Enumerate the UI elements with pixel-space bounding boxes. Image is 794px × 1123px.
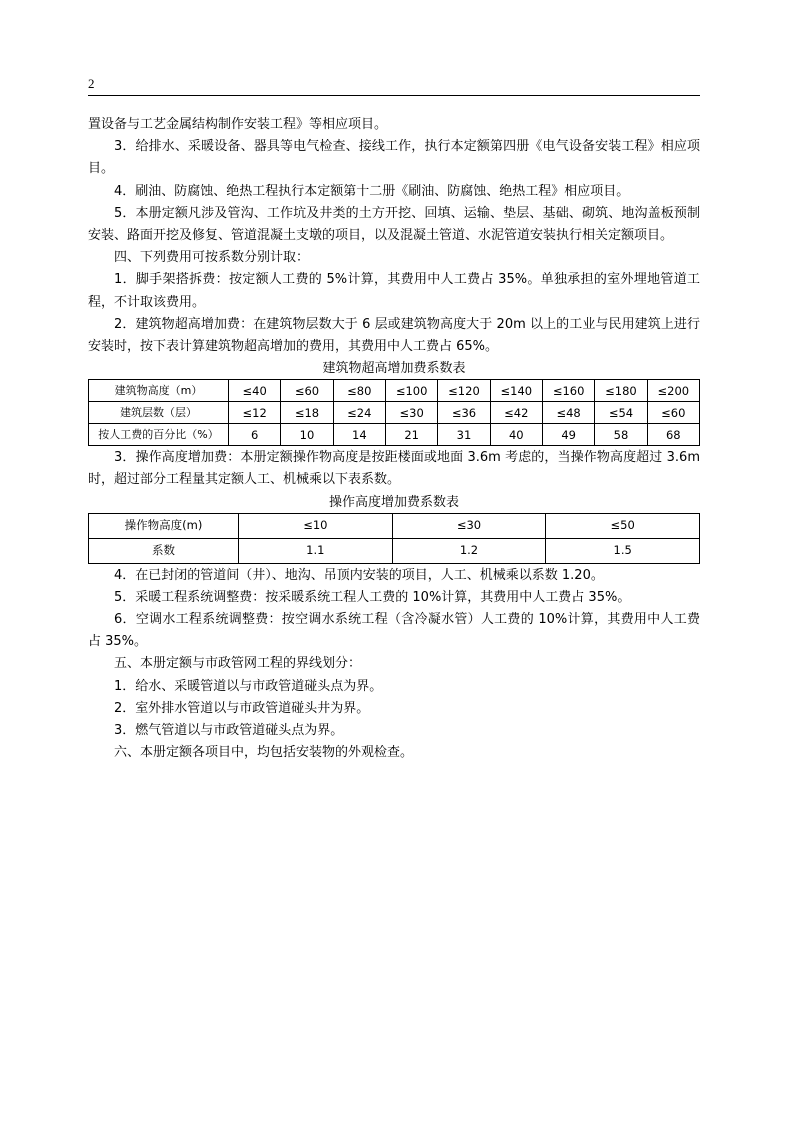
- table-cell: ≤40: [229, 380, 281, 402]
- page-number: 2: [88, 76, 95, 91]
- table-cell: ≤80: [333, 380, 385, 402]
- table-cell: ≤50: [546, 513, 700, 538]
- paragraph-boundary-gas: 3．燃气管道以与市政管道碰头点为界。: [114, 723, 344, 739]
- header-rule: [88, 95, 700, 96]
- operating-height-coefficient-table: [88, 513, 700, 564]
- section-heading-5: 五、本册定额与市政管网工程的界线划分：: [114, 656, 362, 672]
- table-cell: ≤60: [281, 380, 333, 402]
- paragraph-sealed-space: 4．在已封闭的管道间（井）、地沟、吊顶内安装的项目，人工、机械乘以系数 1.20。: [114, 567, 604, 583]
- table-cell: 49: [542, 424, 594, 446]
- section-heading-6: 六、本册定额各项目中，均包括安装物的外观检查。: [114, 745, 414, 761]
- paragraph-high-rise-fee: 2．建筑物超高增加费：在建筑物层数大于 6 层或建筑物高度大于 20m 以上的工业与民用建筑上进行安装时，按下表计算建筑物超高增加的费用，其费用中人工费占 65%。: [88, 316, 700, 355]
- table-cell: 6: [229, 424, 281, 446]
- table-cell: ≤18: [281, 402, 333, 424]
- table-cell: ≤12: [229, 402, 281, 424]
- table-cell: 68: [647, 424, 699, 446]
- table1-caption: 建筑物超高增加费系数表: [322, 361, 466, 377]
- row-label: 建筑层数（层）: [89, 402, 229, 424]
- paragraph-boundary-water: 1．给水、采暖管道以与市政管道碰头点为界。: [114, 678, 383, 694]
- table-cell: ≤30: [385, 402, 437, 424]
- row-label: 系数: [89, 538, 239, 563]
- table-cell: ≤160: [542, 380, 594, 402]
- paragraph-continuation: 置设备与工艺金属结构制作安装工程》等相应项目。: [88, 117, 388, 132]
- table-cell: ≤54: [595, 402, 647, 424]
- table-cell: ≤48: [542, 402, 594, 424]
- paragraph-item-3: 3．给排水、采暖设备、器具等电气检查、接线工作，执行本定额第四册《电气设备安装工程》相应项目。: [88, 139, 700, 177]
- table-cell: ≤24: [333, 402, 385, 424]
- high-rise-coefficient-table: [88, 379, 700, 446]
- row-label: 建筑物高度（m）: [89, 380, 229, 402]
- table-cell: 21: [385, 424, 437, 446]
- row-label: 操作物高度(m): [89, 513, 239, 538]
- table-cell: 31: [438, 424, 490, 446]
- table-cell: 1.2: [392, 538, 546, 563]
- table-cell: 58: [595, 424, 647, 446]
- table-row: [89, 380, 700, 402]
- paragraph-aircon-adjustment: 6．空调水工程系统调整费：按空调水系统工程（含冷凝水管）人工费的 10%计算，其费用中人工费占 35%。: [88, 612, 700, 650]
- table-cell: 14: [333, 424, 385, 446]
- table-cell: 10: [281, 424, 333, 446]
- table-cell: ≤200: [647, 380, 699, 402]
- table-row: [89, 424, 700, 446]
- table-row: [89, 513, 700, 538]
- table2-caption: 操作高度增加费系数表: [328, 494, 459, 510]
- table-cell: 40: [490, 424, 542, 446]
- row-label: 按人工费的百分比（%）: [89, 424, 229, 446]
- table-cell: ≤120: [438, 380, 490, 402]
- table-row: [89, 402, 700, 424]
- table-cell: 1.1: [239, 538, 393, 563]
- table-row: [89, 538, 700, 563]
- paragraph-heating-adjustment: 5．采暖工程系统调整费：按采暖系统工程人工费的 10%计算，其费用中人工费占 35%。: [114, 589, 631, 605]
- paragraph-boundary-drainage: 2．室外排水管道以与市政管道碰头井为界。: [114, 700, 370, 716]
- table-cell: ≤36: [438, 402, 490, 424]
- paragraph-operating-height-fee: 3．操作高度增加费：本册定额操作物高度是按距楼面或地面 3.6m 考虑的，当操作物高度超过 3.6m 时，超过部分工程量其定额人工、机械乘以下表系数。: [88, 450, 700, 488]
- paragraph-item-5: 5．本册定额凡涉及管沟、工作坑及井类的土方开挖、回填、运输、垫层、基础、砌筑、地沟盖板预制安装、路面开挖及修复、管道混凝土支墩的项目，以及混凝土管道、水泥管道安装执行相关定额项目。: [88, 205, 700, 244]
- table-cell: ≤42: [490, 402, 542, 424]
- table-cell: ≤180: [595, 380, 647, 402]
- paragraph-scaffold-fee: 1．脚手架搭拆费：按定额人工费的 5%计算，其费用中人工费占 35%。单独承担的室外埋地管道工程，不计取该费用。: [88, 272, 700, 310]
- table-cell: ≤10: [239, 513, 393, 538]
- table-cell: 1.5: [546, 538, 700, 563]
- document-body: [88, 114, 700, 764]
- table-cell: ≤30: [392, 513, 546, 538]
- table-cell: ≤140: [490, 380, 542, 402]
- section-heading-4: 四、下列费用可按系数分别计取：: [114, 250, 310, 266]
- table-cell: ≤100: [385, 380, 437, 402]
- paragraph-item-4: 4．刷油、防腐蚀、绝热工程执行本定额第十二册《刷油、防腐蚀、绝热工程》相应项目。: [114, 183, 630, 199]
- table-cell: ≤60: [647, 402, 699, 424]
